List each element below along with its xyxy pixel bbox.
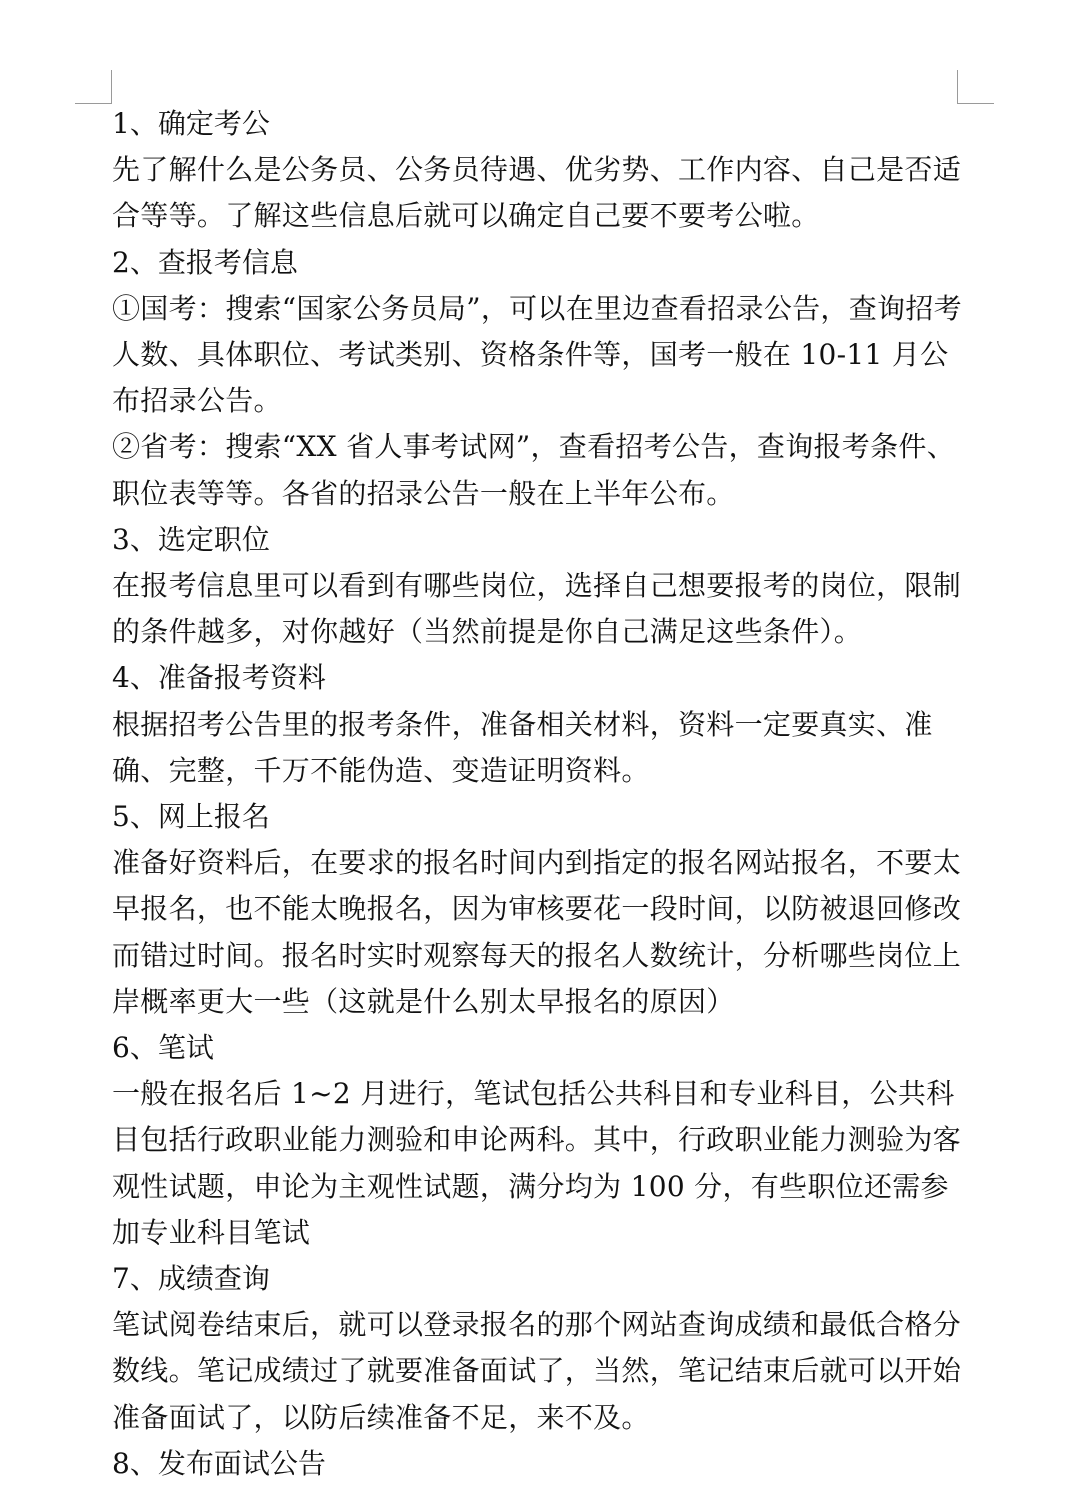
section-heading-2: 2、查报考信息 (112, 245, 298, 279)
section-heading-6: 6、笔试 (112, 1031, 214, 1065)
page-corner-mark-top-right (957, 70, 994, 104)
page-corner-mark-top-left (75, 70, 112, 104)
section-body-2-provincial-exam: ②省考：搜索“XX 省人事考试网”，查看招考公告，查询报考条件、职位表等等。各省的招录公告一般在上半年公布。 (112, 430, 955, 510)
document-body (112, 101, 962, 1487)
section-heading-8: 8、发布面试公告 (112, 1446, 326, 1480)
section-body-2-national-exam: ①国考：搜索“国家公务员局”，可以在里边查看招录公告，查询招考人数、具体职位、考试类别、资格条件等，国考一般在 10-11 月公布招录公告。 (112, 291, 962, 418)
section-body-3: 在报考信息里可以看到有哪些岗位，选择自己想要报考的岗位，限制的条件越多，对你越好（当然前提是你自己满足这些条件）。 (112, 569, 962, 649)
section-heading-4: 4、准备报考资料 (112, 661, 326, 695)
section-body-6: 一般在报名后 1~2 月进行，笔试包括公共科目和专业科目，公共科目包括行政职业能力测验和申论两科。其中，行政职业能力测验为客观性试题，申论为主观性试题，满分均为 100 分，有些职位还需参加专业科目笔试 (112, 1077, 962, 1249)
section-body-1: 先了解什么是公务员、公务员待遇、优劣势、工作内容、自己是否适合等等。了解这些信息后就可以确定自己要不要考公啦。 (112, 153, 962, 233)
section-heading-5: 5、网上报名 (112, 800, 270, 834)
section-body-7: 笔试阅卷结束后，就可以登录报名的那个网站查询成绩和最低合格分数线。笔记成绩过了就要准备面试了，当然，笔记结束后就可以开始准备面试了，以防后续准备不足，来不及。 (112, 1308, 962, 1434)
section-heading-7: 7、成绩查询 (112, 1262, 270, 1296)
section-heading-3: 3、选定职位 (112, 522, 270, 556)
section-body-4: 根据招考公告里的报考条件，准备相关材料，资料一定要真实、准确、完整，千万不能伪造、变造证明资料。 (112, 707, 933, 787)
section-body-5: 准备好资料后，在要求的报名时间内到指定的报名网站报名，不要太早报名，也不能太晚报名，因为审核要花一段时间，以防被退回修改而错过时间。报名时实时观察每天的报名人数统计，分析哪些岗位上岸概率更大一些（这就是什么别太早报名的原因） (112, 846, 962, 1018)
section-heading-1: 1、确定考公 (112, 107, 270, 140)
